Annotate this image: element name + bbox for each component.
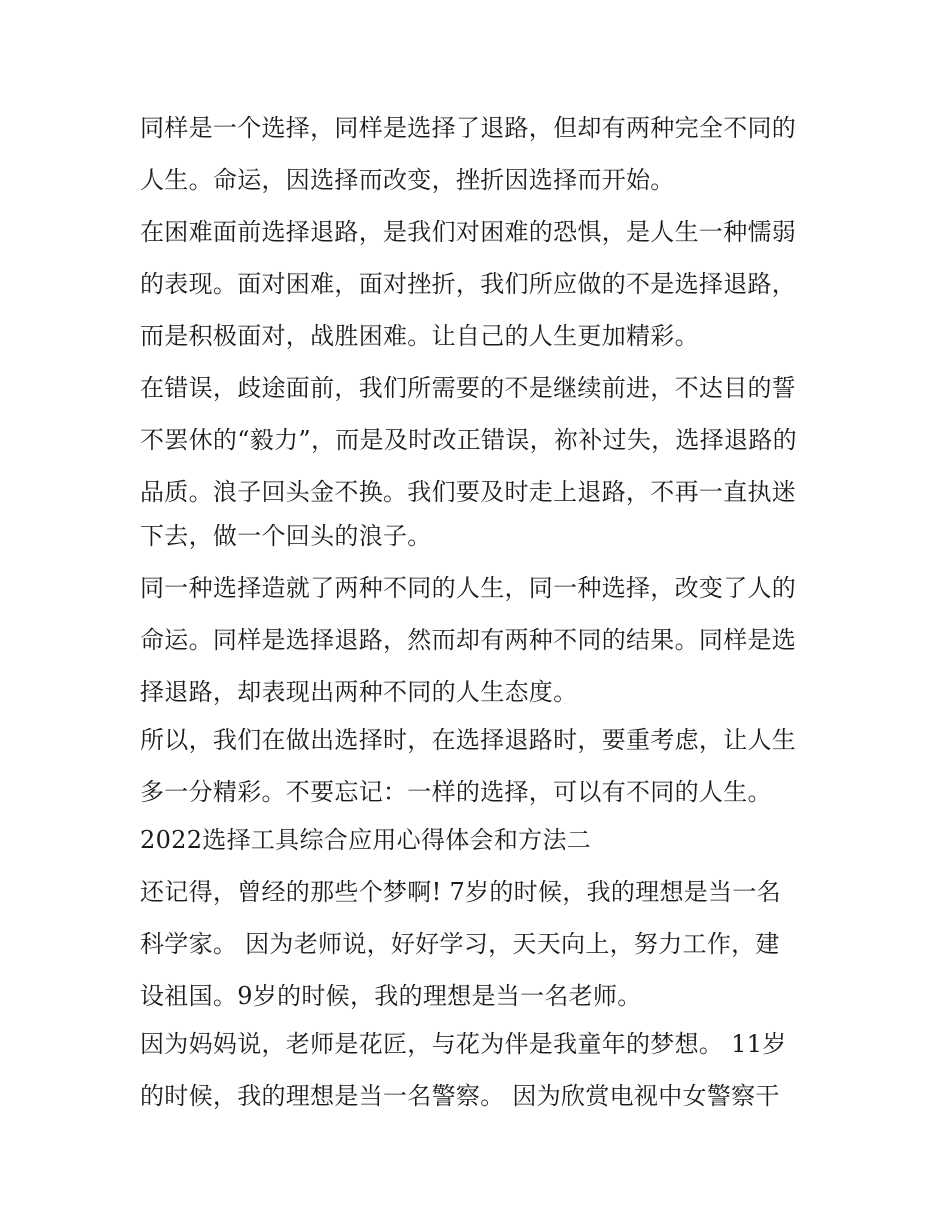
text-line: 在错误，歧途面前，我们所需要的不是继续前进，不达目的誓	[140, 374, 797, 402]
text-line: 的时候，我的理想是当一名警察。 因为欣赏电视中女警察干	[140, 1082, 780, 1110]
text-line: 而是积极面对，战胜困难。让自己的人生更加精彩。	[140, 322, 699, 350]
text-line: 人生。命运，因选择而改变，挫折因选择而开始。	[140, 166, 675, 194]
section-heading: 2022选择工具综合应用心得体会和方法二	[140, 826, 592, 854]
text-line: 择退路，却表现出两种不同的人生态度。	[140, 678, 578, 706]
text-line: 因为妈妈说，老师是花匠，与花为伴是我童年的梦想。 11岁	[140, 1030, 787, 1058]
text-line: 在困难面前选择退路，是我们对困难的恐惧，是人生一种懦弱	[140, 218, 797, 246]
text-line: 下去，做一个回头的浪子。	[140, 522, 432, 550]
text-line: 科学家。 因为老师说，好好学习，天天向上，努力工作，建	[140, 930, 780, 958]
text-line: 品质。浪子回头金不换。我们要及时走上退路，不再一直执迷	[140, 478, 797, 506]
text-line: 多一分精彩。不要忘记：一样的选择，可以有不同的人生。	[140, 778, 772, 806]
text-line: 同一种选择造就了两种不同的人生，同一种选择，改变了人的	[140, 574, 797, 602]
text-line: 所以，我们在做出选择时，在选择退路时，要重考虑，让人生	[140, 726, 797, 754]
text-line: 还记得，曾经的那些个梦啊! 7岁的时候，我的理想是当一名	[140, 878, 781, 906]
text-line: 同样是一个选择，同样是选择了退路，但却有两种完全不同的	[140, 114, 797, 142]
text-line: 设祖国。9岁的时候，我的理想是当一名老师。	[140, 982, 642, 1010]
text-line: 的表现。面对困难，面对挫折，我们所应做的不是选择退路，	[140, 270, 797, 298]
text-line: 命运。同样是选择退路，然而却有两种不同的结果。同样是选	[140, 626, 797, 654]
text-line: 不罢休的“毅力”，而是及时改正错误，祢补过失，选择退路的	[140, 426, 797, 454]
